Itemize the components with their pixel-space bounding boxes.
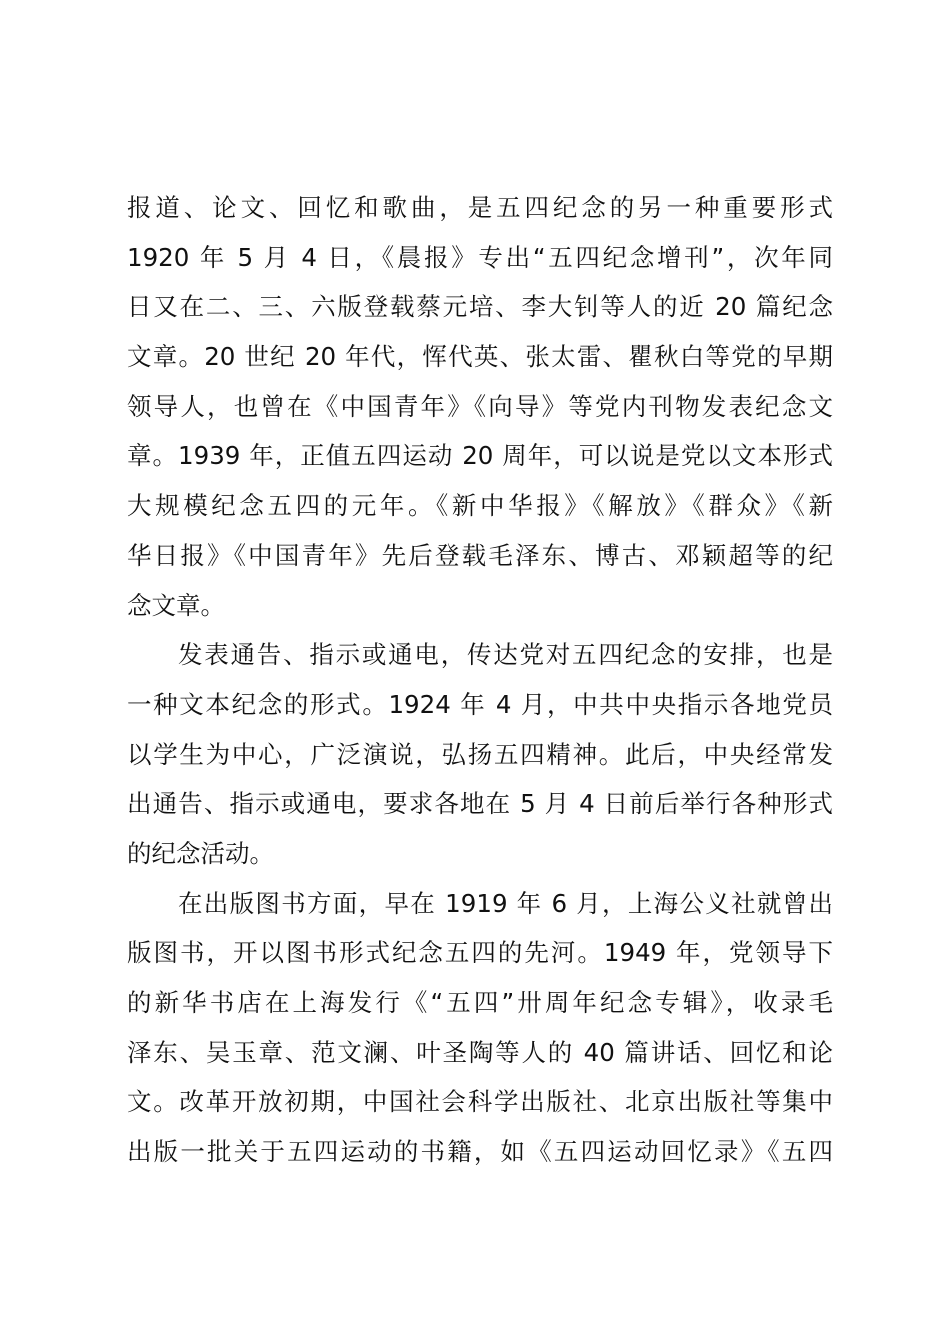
paragraph-3-line: 泽东、吴玉章、范文澜、叶圣陶等人的 40 篇讲话、回忆和论: [127, 1037, 833, 1067]
paragraph-1-line: 章。1939 年，正值五四运动 20 周年，可以说是党以文本形式: [127, 441, 833, 471]
paragraph-2-line: 出通告、指示或通电，要求各地在 5 月 4 日前后举行各种形式: [127, 789, 833, 819]
paragraph-2-line: 发表通告、指示或通电，传达党对五四纪念的安排，也是: [178, 640, 833, 670]
paragraph-2-line: 以学生为中心，广泛演说，弘扬五四精神。此后，中央经常发: [127, 739, 833, 769]
paragraph-1-line: 华日报》《中国青年》先后登载毛泽东、博古、邓颖超等的纪: [127, 540, 833, 570]
paragraph-1-line: 念文章。: [127, 590, 225, 620]
paragraph-3-line: 的新华书店在上海发行《“五四”卅周年纪念专辑》，收录毛: [127, 988, 833, 1017]
paragraph-3-line: 文。改革开放初期，中国社会科学出版社、北京出版社等集中: [127, 1087, 833, 1117]
body-text: [127, 183, 833, 1177]
paragraph-3-line: 版图书，开以图书形式纪念五四的先河。1949 年，党领导下: [127, 938, 833, 968]
paragraph-2-line: 一种文本纪念的形式。1924 年 4 月，中共中央指示各地党员: [127, 689, 833, 719]
paragraph-1-line: 日又在二、三、六版登载蔡元培、李大钊等人的近 20 篇纪念: [127, 292, 833, 322]
paragraph-1-line: 报道、论文、回忆和歌曲，是五四纪念的另一种重要形式: [127, 193, 833, 222]
paragraph-1-line: 1920 年 5 月 4 日，《晨报》专出“五四纪念增刊”，次年同: [127, 242, 833, 272]
paragraph-1-line: 领导人，也曾在《中国青年》《向导》等党内刊物发表纪念文: [127, 391, 833, 421]
paragraph-2-line: 的纪念活动。: [127, 838, 274, 868]
paragraph-1-line: 文章。20 世纪 20 年代，恽代英、张太雷、瞿秋白等党的早期: [127, 342, 833, 372]
paragraph-1-line: 大规模纪念五四的元年。《新中华报》《解放》《群众》《新: [127, 491, 833, 521]
paragraph-3-line: 在出版图书方面，早在 1919 年 6 月，上海公义社就曾出: [178, 888, 833, 918]
paragraph-3-line: 出版一批关于五四运动的书籍，如《五四运动回忆录》《五四: [127, 1137, 833, 1167]
